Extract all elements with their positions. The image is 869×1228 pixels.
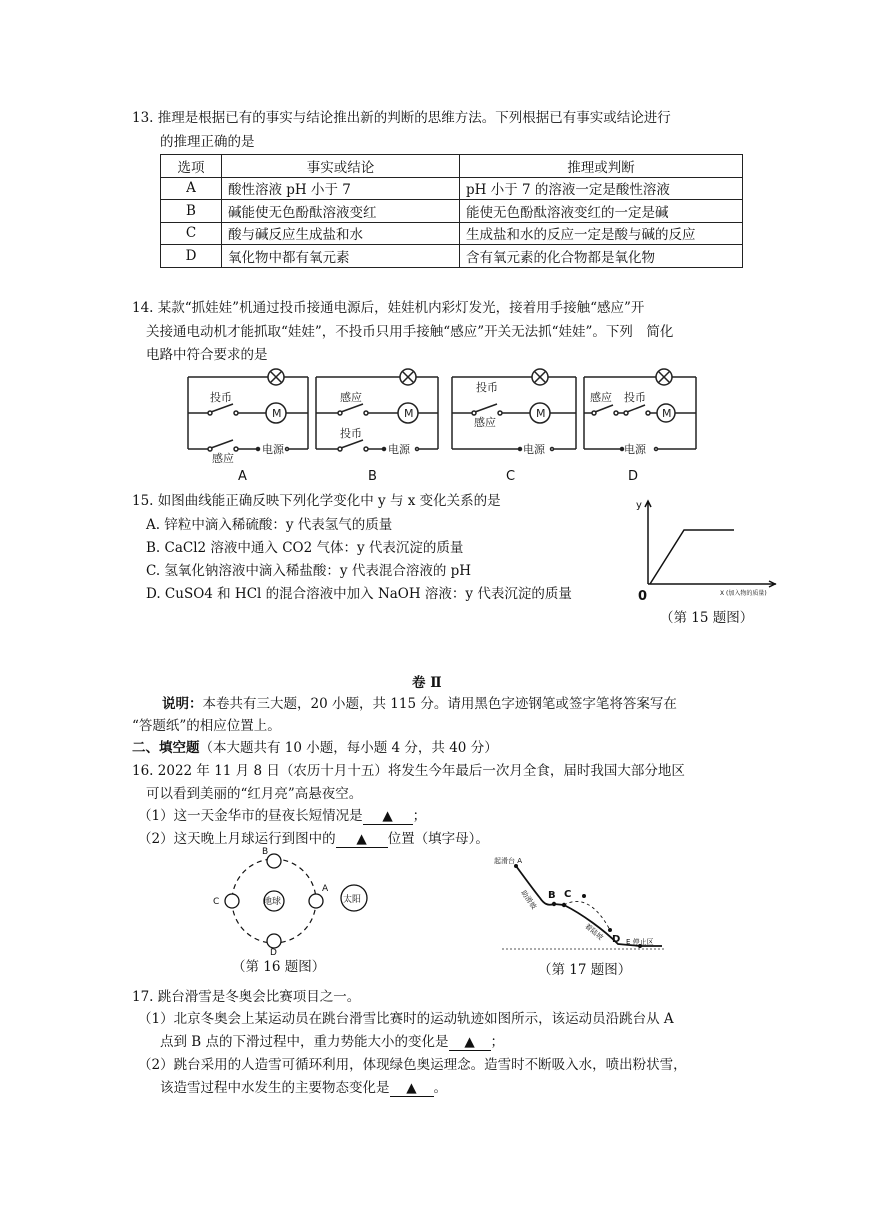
approach-slope-label: 助滑坡 [519, 888, 538, 911]
q17-sub1-line1: （1）北京冬奥会上某运动员在跳台滑雪比赛时的运动轨迹如图所示，该运动员沿跳台从 A [138, 1011, 674, 1027]
table-header-row [161, 155, 743, 178]
q17-sub2-text: 该造雪过程中水发生的主要物态变化是 [160, 1080, 390, 1096]
table-cell: 碱能使无色酚酞溶液变红 [222, 200, 460, 223]
q15-option-d: D. CuSO4 和 HCl 的混合溶液中加入 NaOH 溶液：y 代表沉淀的质量 [146, 586, 572, 602]
q16-sub1-text: （1）这一天金华市的昼夜长短情况是 [138, 808, 363, 824]
moon-position-c [225, 894, 239, 908]
start-label: 起滑台 A [494, 857, 523, 865]
power-label: 电源 [262, 443, 284, 456]
option-label-c: C [506, 469, 516, 484]
table-row [161, 200, 743, 223]
q17-sub1-line2 [160, 1030, 504, 1051]
q16-sub2-end: 位置（填字母）。 [387, 831, 489, 847]
table-cell: 生成盐和水的反应一定是酸与碱的反应 [460, 222, 743, 245]
q14-circuits [180, 362, 710, 484]
q16-sub2-blank: ▲ [336, 831, 388, 848]
table-cell: 含有氧元素的化合物都是氧化物 [460, 245, 743, 268]
q16-sub1-end: ； [412, 808, 427, 824]
table-cell: 氧化物中都有氧元素 [222, 245, 460, 268]
section-note: （本大题共有 10 小题，每小题 4 分，共 40 分） [199, 740, 498, 756]
point-d-label: D [270, 948, 277, 956]
power-label: 电源 [624, 443, 646, 456]
moon-position-d [267, 934, 281, 948]
option-label-a: A [238, 469, 247, 484]
circuit-a [188, 369, 308, 451]
q17-sub1-end: ； [490, 1034, 505, 1050]
stop-zone-label: E 停止区 [626, 938, 654, 946]
table-row [161, 245, 743, 268]
landing-slope-label: 着陆坡 [583, 922, 605, 942]
q17-sub2-end: 。 [433, 1080, 447, 1096]
q17-sub2-line2 [160, 1076, 447, 1097]
part2-note-text: 本卷共有三大题，20 小题，共 115 分。请用黑色字迹钢笔或签字笔将答案写在 [202, 696, 677, 712]
graph-x-label: X (加入物的质量) [720, 590, 767, 597]
q16-sub1-blank: ▲ [363, 808, 413, 825]
circuit-d [584, 369, 696, 451]
table-cell: C [161, 222, 222, 245]
coin-switch-label: 投币 [624, 391, 646, 404]
part2-title: 卷 Ⅱ [412, 675, 442, 691]
coin-switch-label: 投币 [340, 427, 362, 440]
point-c-label: C [213, 897, 220, 907]
graph-y-label: y [636, 500, 642, 511]
circuit-c [452, 369, 576, 451]
q15-option-a: A. 锌粒中滴入稀硫酸：y 代表氢气的质量 [146, 517, 393, 533]
power-label: 电源 [523, 443, 545, 456]
q17-caption: （第 17 题图） [538, 962, 632, 978]
moon-position-b [267, 854, 281, 868]
sense-switch-label: 感应 [590, 391, 612, 404]
q15-option-c: C. 氢氧化钠溶液中滴入稀盐酸：y 代表混合溶液的 pH [146, 563, 472, 579]
q16-stem-line2: 可以看到美丽的“红月亮”高悬夜空。 [146, 786, 363, 802]
q17-sub1-text: 点到 B 点的下滑过程中，重力势能大小的变化是 [160, 1034, 449, 1050]
table-cell: 酸与碱反应生成盐和水 [222, 222, 460, 245]
sense-switch-label: 感应 [212, 452, 234, 465]
table-cell: B [161, 200, 222, 223]
q14-stem-line3: 电路中符合要求的是 [146, 347, 268, 363]
point-c-label: C [564, 889, 572, 900]
table-row [161, 177, 743, 200]
point-b-label: B [262, 847, 269, 857]
q17-sub2-blank: ▲ [390, 1080, 434, 1097]
part2-note-line2: “答题纸”的相应位置上。 [132, 718, 281, 734]
power-label: 电源 [388, 443, 410, 456]
point-a-label: A [322, 884, 329, 894]
part2-note-line1 [162, 692, 677, 712]
q17-stem: 17. 跳台滑雪是冬奥会比赛项目之一。 [132, 989, 361, 1005]
q16-sub1 [138, 804, 426, 825]
section-title: 二、填空题 [132, 740, 200, 756]
table-cell: 酸性溶液 pH 小于 7 [222, 177, 460, 200]
table-header-cell: 事实或结论 [222, 155, 460, 178]
circuit-b [316, 369, 438, 451]
table-header-cell: 选项 [161, 155, 222, 178]
part2-note-label: 说明： [162, 696, 203, 712]
table-cell: 能使无色酚酞溶液变红的一定是碱 [460, 200, 743, 223]
sense-switch-label: 感应 [474, 416, 496, 429]
q16-orbit-diagram [206, 844, 376, 956]
table-header-cell: 推理或判断 [460, 155, 743, 178]
graph-origin-label: 0 [638, 589, 648, 604]
option-label-d: D [628, 469, 639, 484]
motor-label: M [536, 407, 546, 420]
q15-caption: （第 15 题图） [660, 610, 754, 626]
motor-label: M [662, 407, 672, 420]
q14-stem-line1: 14. 某款“抓娃娃”机通过投币接通电源后，娃娃机内彩灯发光，接着用手接触“感应”开 [132, 300, 645, 316]
point-b-label: B [548, 890, 556, 901]
q15-graph [628, 496, 778, 604]
q17-sub2-line1: （2）跳台采用的人造雪可循环利用，体现绿色奥运理念。造雪时不断吸入水，喷出粉状雪， [138, 1057, 687, 1073]
q15-stem: 15. 如图曲线能正确反映下列化学变化中 y 与 x 变化关系的是 [132, 493, 501, 509]
earth-label: 地球 [263, 897, 282, 907]
coin-switch-label: 投币 [210, 391, 232, 404]
table-cell: A [161, 177, 222, 200]
q16-sub2-text: （2）这天晚上月球运行到图中的 [138, 831, 336, 847]
section-heading [132, 736, 498, 756]
sense-switch-label: 感应 [340, 391, 362, 404]
moon-position-a [309, 894, 323, 908]
q13-stem-line2: 的推理正确的是 [160, 134, 255, 150]
q17-ski-diagram [492, 852, 670, 956]
motor-label: M [404, 407, 414, 420]
option-label-b: B [368, 469, 377, 484]
table-row [161, 222, 743, 245]
q15-option-b: B. CaCl2 溶液中通入 CO2 气体：y 代表沉淀的质量 [146, 540, 464, 556]
q16-caption: （第 16 题图） [232, 959, 326, 975]
sun-label: 太阳 [343, 895, 362, 905]
q13-table [160, 154, 743, 268]
table-cell: pH 小于 7 的溶液一定是酸性溶液 [460, 177, 743, 200]
q16-stem-line1: 16. 2022 年 11 月 8 日（农历十月十五）将发生今年最后一次月全食，届时我国大部分地区 [132, 763, 685, 779]
table-cell: D [161, 245, 222, 268]
coin-switch-label: 投币 [476, 381, 498, 394]
motor-label: M [272, 407, 282, 420]
point-d-label: D [612, 934, 621, 945]
q13-stem-line1: 13. 推理是根据已有的事实与结论推出新的判断的思维方法。下列根据已有事实或结论进行 [132, 110, 671, 126]
q17-sub1-blank: ▲ [449, 1034, 491, 1051]
q14-stem-line2: 关接通电动机才能抓取“娃娃”，不投币只用手接触“感应”开关无法抓“娃娃”。下列 简化 [146, 324, 674, 340]
